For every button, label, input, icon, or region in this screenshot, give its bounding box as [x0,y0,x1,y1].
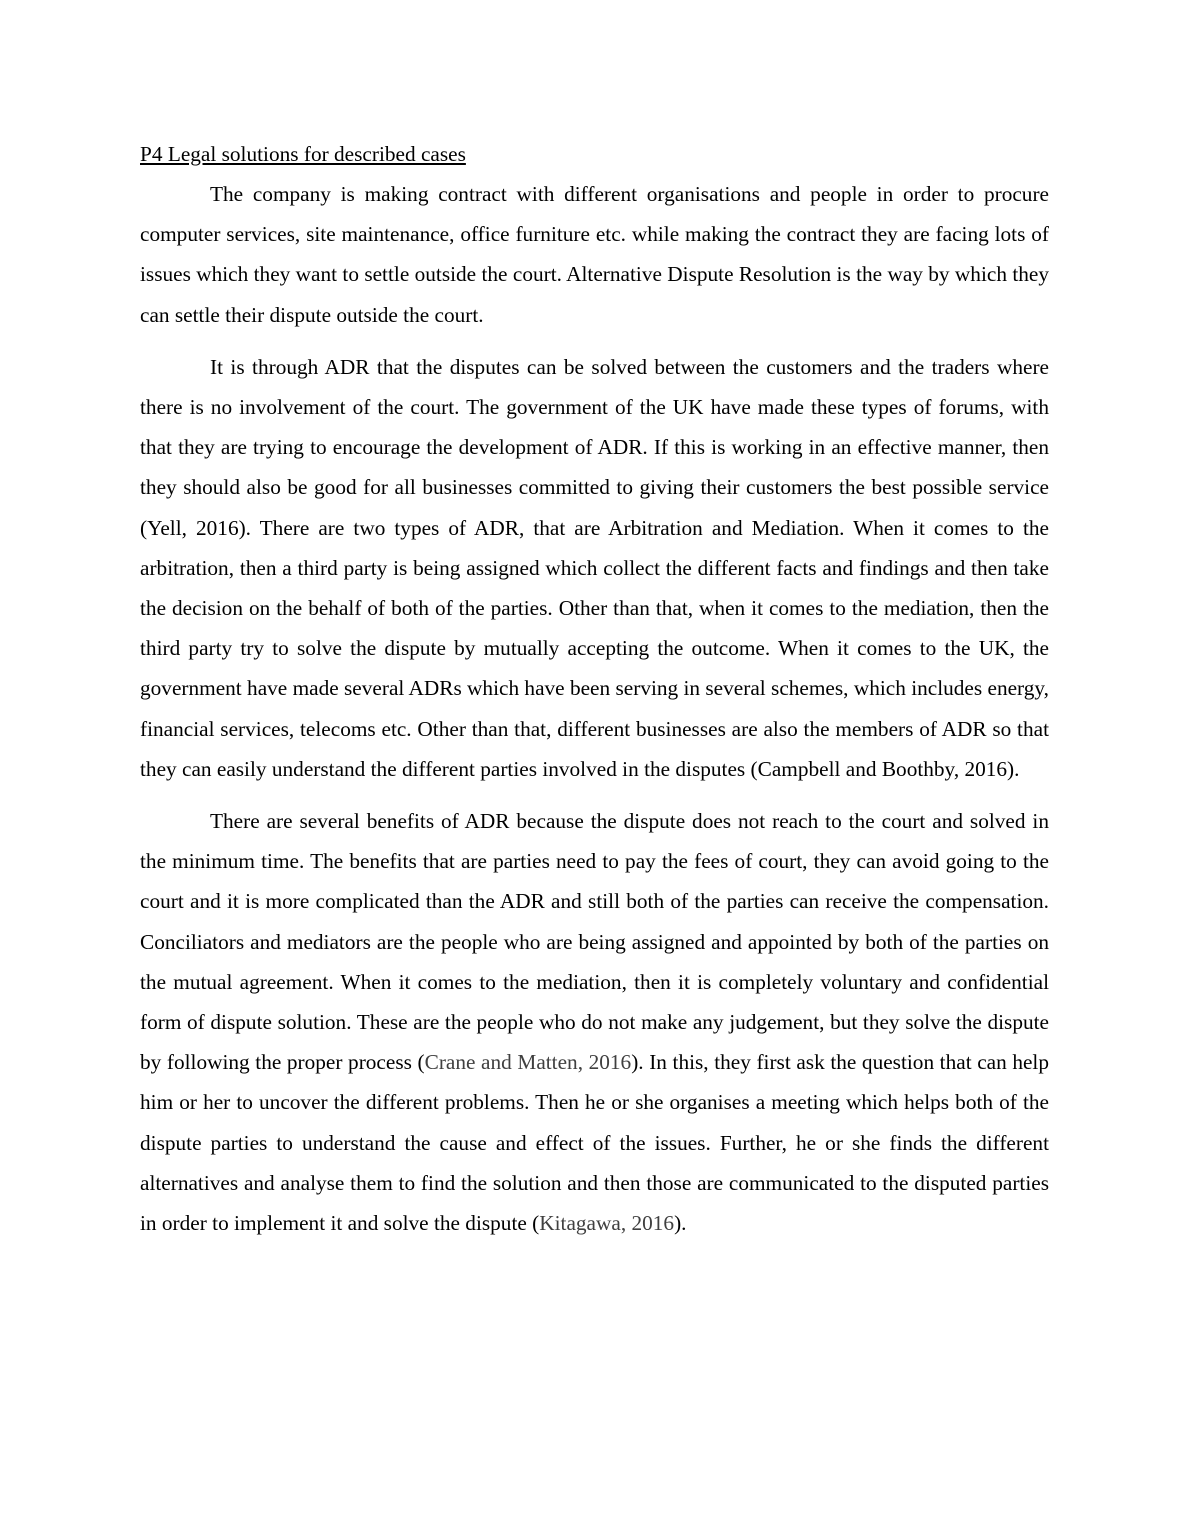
section-heading: P4 Legal solutions for described cases [140,142,466,166]
paragraph-text: There are several benefits of ADR because the dispute does not reach to the court and solved in the minimum time. The benefits that are parties need to pay the fees of court, they can avoid going to the court and it is more complicated than the ADR and still both of the parties can receive the compensation. Conciliators and mediators are the people who are being assigned and appointed by both of the parties on the mutual agreement. When it comes to the mediation, then it is completely voluntary and confidential form of dispute solution. These are the people who do not make any judgement, but they solve the dispute by following the proper process ( [140,809,1049,1075]
paragraph-text: ). [674,1211,687,1236]
paragraph-text: ). In this, they first ask the question that can help him or her to uncover the different problems. Then he or she organises a meeting which helps both of the dispute parties to understand the cause and effect of the issues. Further, he or she finds the different alternatives and analyse them to find the solution and then those are communicated to the disputed parties in order to implement it and solve the dispute ( [140,1050,1049,1236]
document-page [140,138,1049,1255]
paragraph-adr-benefits [140,801,1049,1243]
paragraph-intro: The company is making contract with different organisations and people in order to procure computer services, site maintenance, office furniture etc. while making the contract they are facing lots of issues which they want to settle outside the court. Alternative Dispute Resolution is the way by which they can settle their dispute outside the court. [140,182,1049,327]
citation: Crane and Matten, 2016 [424,1050,632,1075]
citation: Kitagawa, 2016 [539,1211,675,1236]
paragraph-adr-overview: It is through ADR that the disputes can be solved between the customers and the traders where there is no involvement of the court. The government of the UK have made these types of forums, with that they are trying to encourage the development of ADR. If this is working in an effective manner, then they should also be good for all businesses committed to giving their customers the best possible service (Yell, 2016). There are two types of ADR, that are Arbitration and Mediation. When it comes to the arbitration, then a third party is being assigned which collect the different facts and findings and then take the decision on the behalf of both of the parties. Other than that, when it comes to the mediation, then the third party try to solve the dispute by mutually accepting the outcome. When it comes to the UK, the government have made several ADRs which have been serving in several schemes, which includes energy, financial services, telecoms etc. Other than that, different businesses are also the members of ADR so that they can easily understand the different parties involved in the disputes (Campbell and Boothby, 2016). [140,354,1049,781]
